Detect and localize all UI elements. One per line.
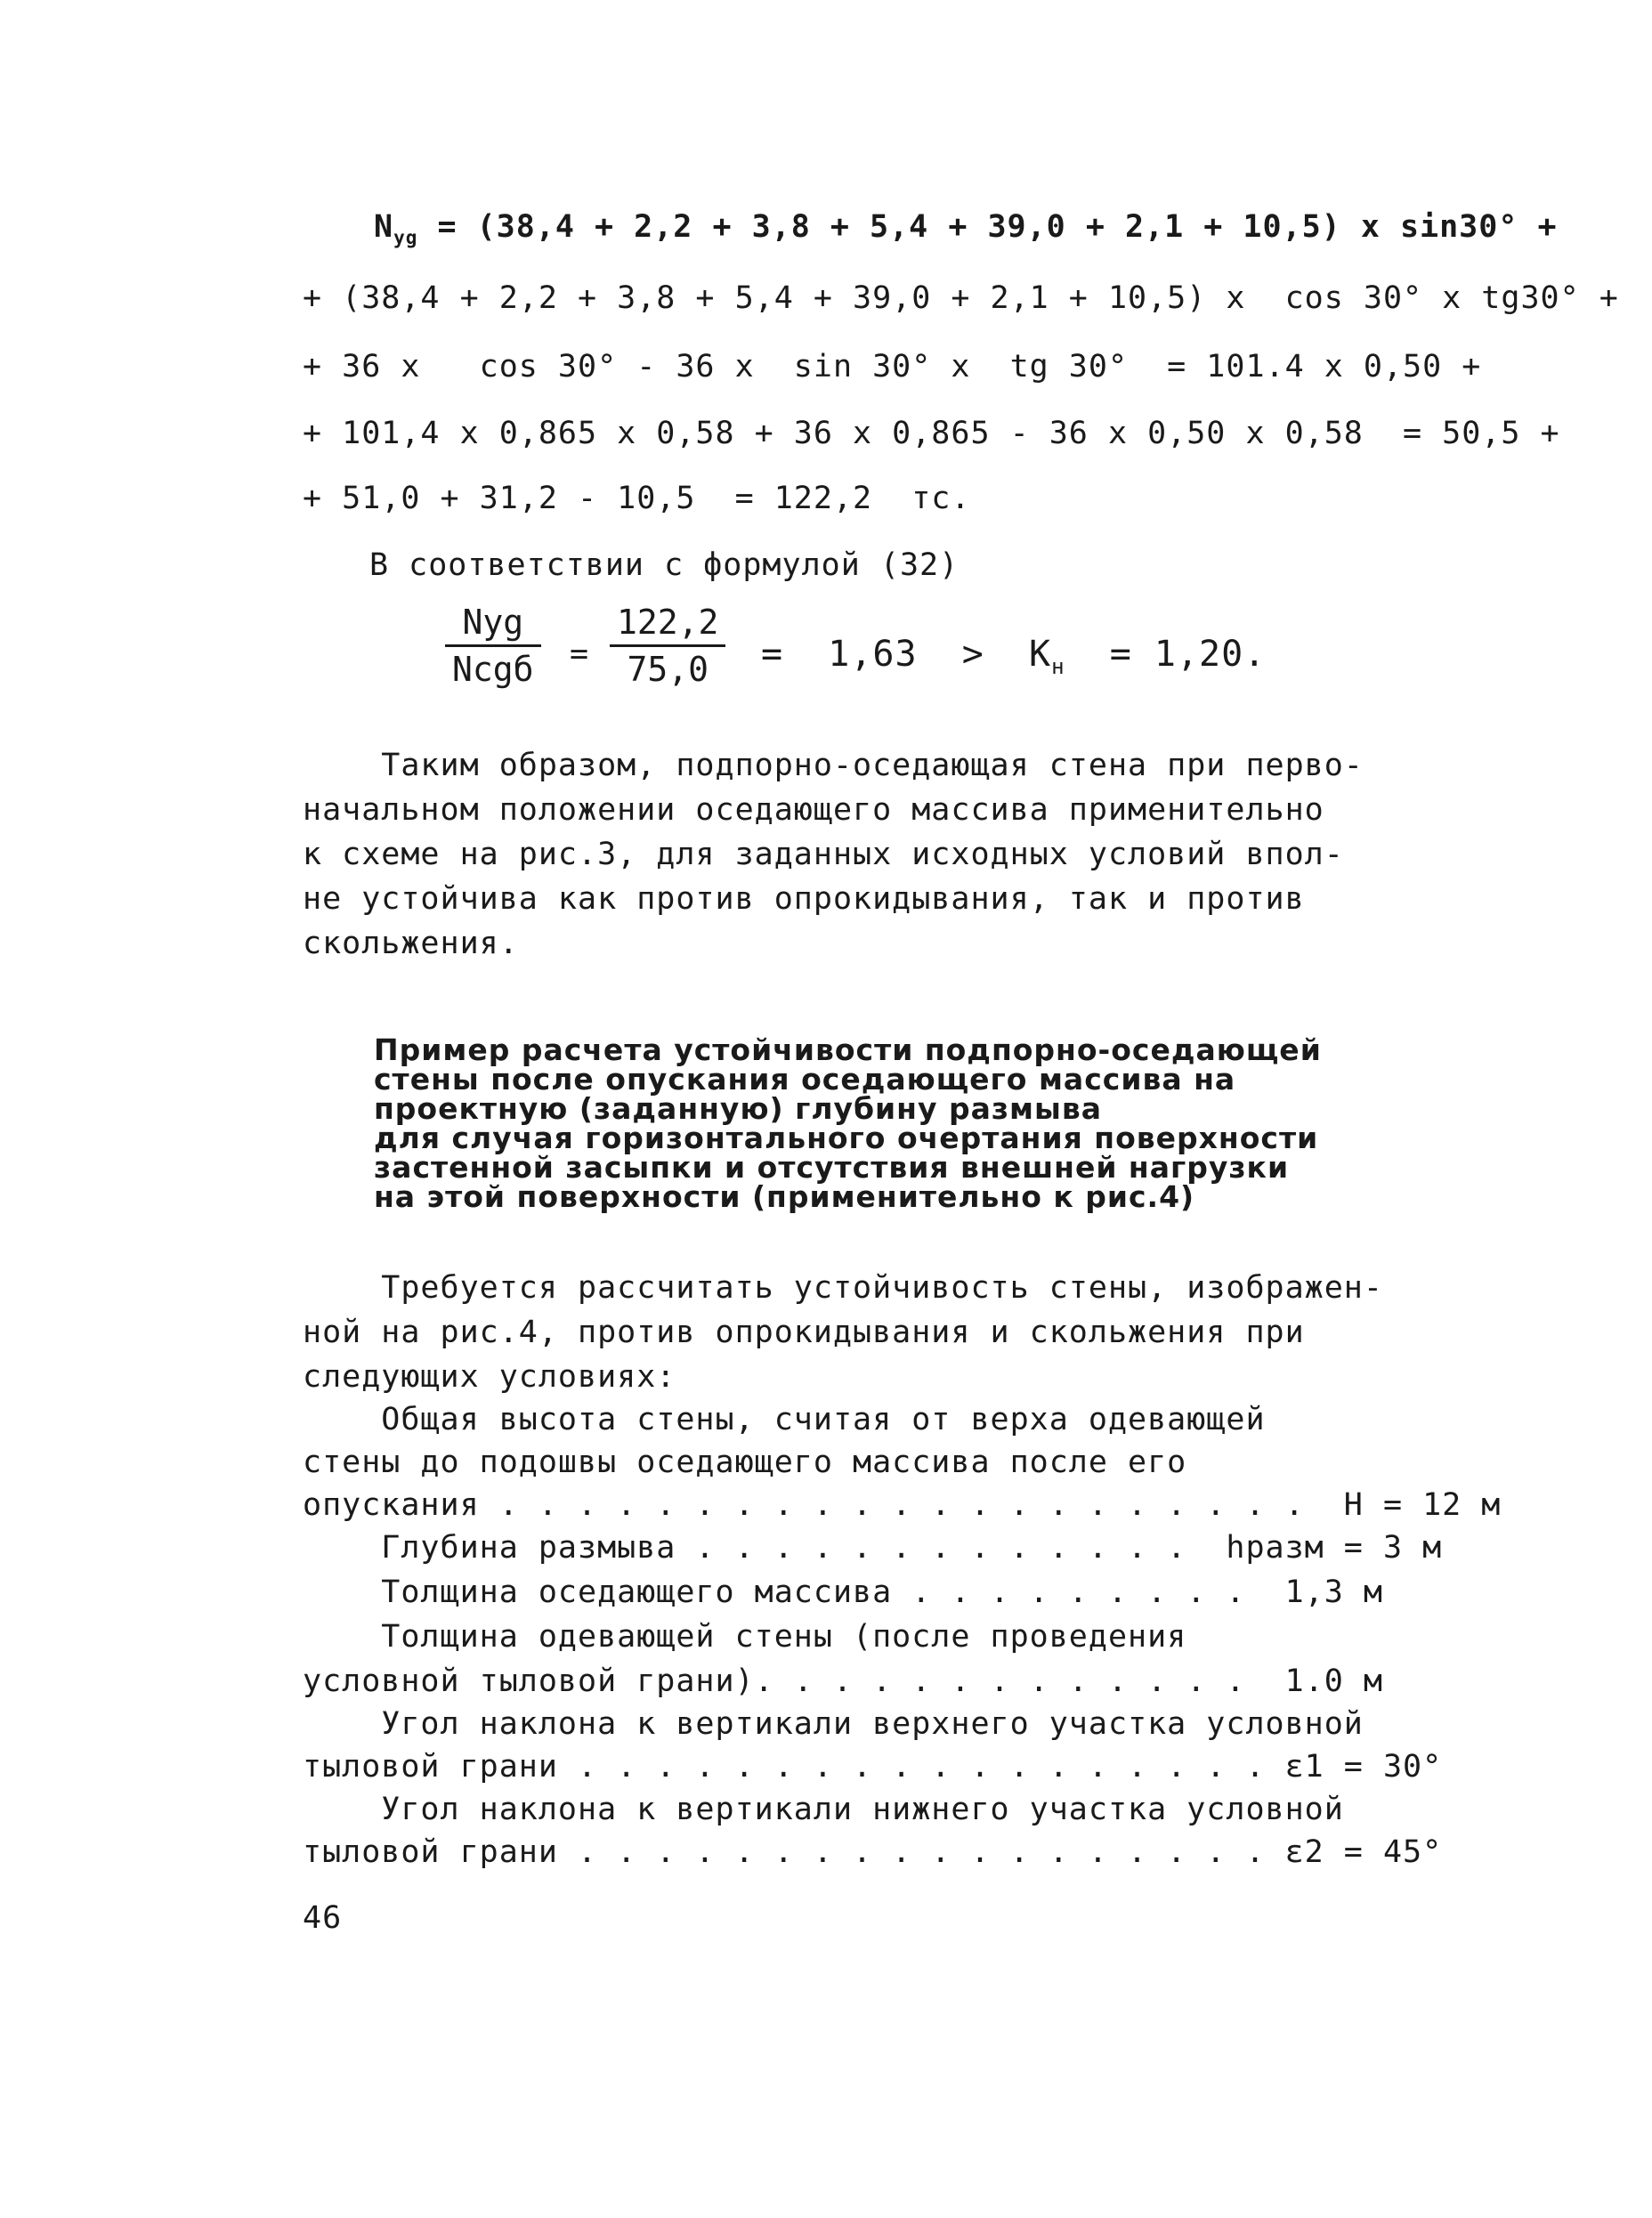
fraction-bar-2 [610, 644, 725, 647]
task-line-13: Угол наклона к вертикали нижнего участка условной [303, 1792, 1344, 1827]
page-number: 46 [303, 1900, 343, 1936]
formula-line-4: + 101,4 x 0,865 x 0,58 + 36 x 0,865 - 36 x 0,50 x 0,58 = 50,5 + [303, 416, 1560, 451]
task-line-2: ной на рис.4, против опрокидывания и скольжения при [303, 1315, 1305, 1350]
ratio-result-end: = 1,20. [1065, 634, 1267, 675]
reference-text: В соответствии с формулой (32) [369, 547, 960, 583]
conclusion-line-3: к схеме на рис.3, для заданных исходных условий впол- [303, 837, 1344, 872]
formula-line-5: + 51,0 + 31,2 - 10,5 = 122,2 тс. [303, 481, 971, 516]
task-line-8: Толщина оседающего массива . . . . . . . . . 1,3 м [303, 1574, 1383, 1610]
task-line-6: опускания . . . . . . . . . . . . . . . . . . . . . H = 12 м [303, 1487, 1502, 1523]
ratio-num-1: Nyg [462, 603, 524, 642]
ratio-den-2: 75,0 [627, 650, 709, 689]
task-line-14: тыловой грани . . . . . . . . . . . . . . . . . . ε2 = 45° [303, 1834, 1443, 1870]
heading-line-4: для случая горизонтального очертания поверхности [374, 1121, 1319, 1155]
task-line-11: Угол наклона к вертикали верхнего участка условной [303, 1706, 1364, 1742]
task-line-10: условной тыловой грани). . . . . . . . . . . . . 1.0 м [303, 1664, 1383, 1699]
heading-line-1: Пример расчета устойчивости подпорно-оседающей [374, 1032, 1322, 1067]
formula-n: N [374, 209, 394, 245]
heading-line-6: на этой поверхности (применительно к рис.4) [374, 1179, 1195, 1214]
task-line-7: Глубина размыва . . . . . . . . . . . . . hразм = 3 м [303, 1530, 1443, 1566]
ratio-result-sub: н [1051, 654, 1065, 679]
formula-n-sub: yg [393, 227, 418, 248]
task-line-4: Общая высота стены, считая от верха одевающей [303, 1402, 1266, 1437]
conclusion-line-5: скольжения. [303, 926, 519, 961]
ratio-fraction-2 [610, 603, 725, 689]
formula-line-1-rest: = (38,4 + 2,2 + 3,8 + 5,4 + 39,0 + 2,1 + 10,5) x sin30° + [417, 209, 1558, 245]
conclusion-line-1: Таким образом, подпорно-оседающая стена при перво- [303, 748, 1364, 783]
heading-line-5: застенной засыпки и отсутствия внешней нагрузки [374, 1150, 1290, 1185]
formula-line-1 [374, 209, 1558, 248]
task-line-12: тыловой грани . . . . . . . . . . . . . . . . . . ε1 = 30° [303, 1749, 1443, 1785]
task-line-3: следующих условиях: [303, 1359, 676, 1395]
ratio-equals: = [570, 636, 590, 672]
task-line-1: Требуется рассчитать устойчивость стены, изображен- [303, 1270, 1383, 1306]
fraction-bar-1 [445, 644, 541, 647]
formula-line-2: + (38,4 + 2,2 + 3,8 + 5,4 + 39,0 + 2,1 + 10,5) x cos 30° x tg30° + [303, 280, 1619, 316]
conclusion-line-2: начальном положении оседающего массива применительно [303, 792, 1324, 828]
task-line-5: стены до подошвы оседающего массива после его [303, 1445, 1187, 1480]
heading-line-3: проектную (заданную) глубину размыва [374, 1091, 1103, 1126]
heading-line-2: стены после опускания оседающего массива на [374, 1062, 1236, 1097]
ratio-den-1: Ncgб [452, 650, 534, 689]
formula-line-3: + 36 x cos 30° - 36 x sin 30° x tg 30° = 101.4 x 0,50 + [303, 349, 1482, 385]
ratio-result [761, 636, 1266, 677]
ratio-num-2: 122,2 [617, 603, 719, 642]
task-line-9: Толщина одевающей стены (после проведения [303, 1619, 1187, 1655]
conclusion-line-4: не устойчива как против опрокидывания, так и против [303, 881, 1305, 917]
ratio-fraction-1 [445, 603, 541, 689]
ratio-result-text: = 1,63 > K [761, 634, 1052, 675]
